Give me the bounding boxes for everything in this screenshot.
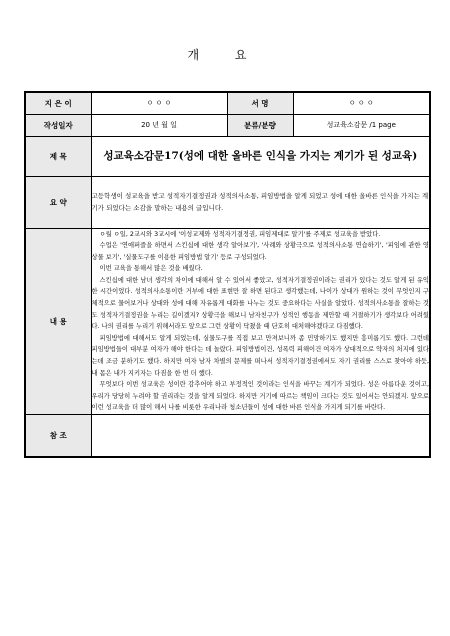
- content-paragraph: 피임방법에 대해서도 알게 되었는데, 실물도구를 직접 보고 만져보니까 좀 민망하기도 했지만 흥미롭기도 했다. 그런데 피임방법들이 대부분 여자가 해야 한다는 데 놀랐다. 피임방법이건, 성폭력 피해이건 여자가 상대적으로 약자의 처지에 있다는데 조금 분하기도 했다. 하지만 여자 남자 차별의 문제를 떠나서 성적자기결정권에서도 자기 권리를 스스로 찾아야 하듯, 내 몸은 내가 지키자는 다짐을 한 번 더 했다.: [91, 334, 429, 377]
- content-paragraph: 스킨십에 대한 남녀 생각의 차이에 대해서 알 수 있어서 좋았고, 성적자기결정권이라는 권리가 있다는 것도 알게 된 유익한 시간이었다. 성적의사소통이란 거부에 대한 표현만 잘 하면 된다고 생각했는데, 나이가 상대가 원하는 것이 무엇인지 구체적으로 물어보거나 상대와 성에 대해 자유롭게 대화를 나누는 것도 중요하다는 사실을 알았다. 성적의사소통을 잘하는 것도 성적자기결정권을 누리는 길이겠지? 상황극을 해보니 남자친구가 성적인 행동을 제안할 때 거절하기가 생각보다 어려웠다. 나의 권리를 누리기 위해서라도 앞으로 그런 상황이 닥쳤을 때 단호히 대처해야겠다고 다짐했다.: [91, 276, 429, 331]
- summary-form-table: [24, 91, 431, 458]
- summary-row: [25, 176, 430, 228]
- author-value: ㅇ ㅇ ㅇ: [91, 92, 227, 114]
- name-value: ㅇ ㅇ ㅇ: [293, 92, 430, 114]
- reference-row: [25, 415, 430, 457]
- author-label: 지 은 이: [25, 92, 91, 114]
- reference-label: 참 조: [25, 415, 91, 457]
- subject-value: 성교육소감문17(성에 대한 올바른 인식을 가지는 계기가 된 성교육): [91, 136, 430, 176]
- page-title: 개 요: [187, 48, 263, 62]
- date-label: 작성일자: [25, 114, 91, 136]
- date-row: [25, 114, 430, 136]
- name-label: 서 명: [227, 92, 293, 114]
- content-body: [91, 228, 430, 415]
- content-paragraph: 무엇보다 이번 성교육은 성이란 감추어야 하고 부정적인 것이라는 인식을 바꾸는 계기가 되었다. 성은 아름다운 것이고, 우리가 당당히 누려야 할 권리라는 것을 알게 되었다. 하지만 거기에 따르는 책임이 크다는 것도 있어서는 안되겠지. 앞으로 이런 성교육을 더 많이 해서 나를 비롯한 우리나라 청소년들이 성에 대한 바른 인식을 가지게 되기를 바란다.: [91, 381, 429, 412]
- date-value: 20 년 월 일: [91, 114, 227, 136]
- content-row: [25, 228, 430, 415]
- content-paragraph: 수업은 '연애퍼즐을 하면서 스킨십에 대한 생각 알아보기', '사례와 상황극으로 성적의사소통 연습하기', '피임에 관한 영상물 보기', '실물도구를 이용한 피임방법 알기' 등로 구성되었다.: [91, 242, 429, 261]
- author-row: [25, 92, 430, 114]
- summary-text: 고등학생이 성교육을 받고 성적자기결정권과 성적의사소통, 피임방법을 알게 되었고 성에 대한 올바른 인식을 가지는 계기가 되었다는 소감을 말하는 내용의 글입니다.: [91, 176, 430, 228]
- content-paragraph: 이번 교육을 통해서 많은 것을 배웠다.: [99, 265, 203, 273]
- category-label: 분류/분량: [227, 114, 293, 136]
- category-value: 성교육소감문 /1 page: [293, 114, 430, 136]
- reference-value: [91, 415, 430, 457]
- subject-label: 제 목: [25, 136, 91, 176]
- subject-row: [25, 136, 430, 176]
- content-paragraph: ㅇ월 ㅇ일, 2교시와 3교시에 '이성교제와 성적자기결정권, 피임제대로 알기'를 주제로 성교육을 받았다.: [99, 230, 381, 238]
- summary-label: 요 약: [25, 176, 91, 228]
- content-label: 내 용: [25, 228, 91, 415]
